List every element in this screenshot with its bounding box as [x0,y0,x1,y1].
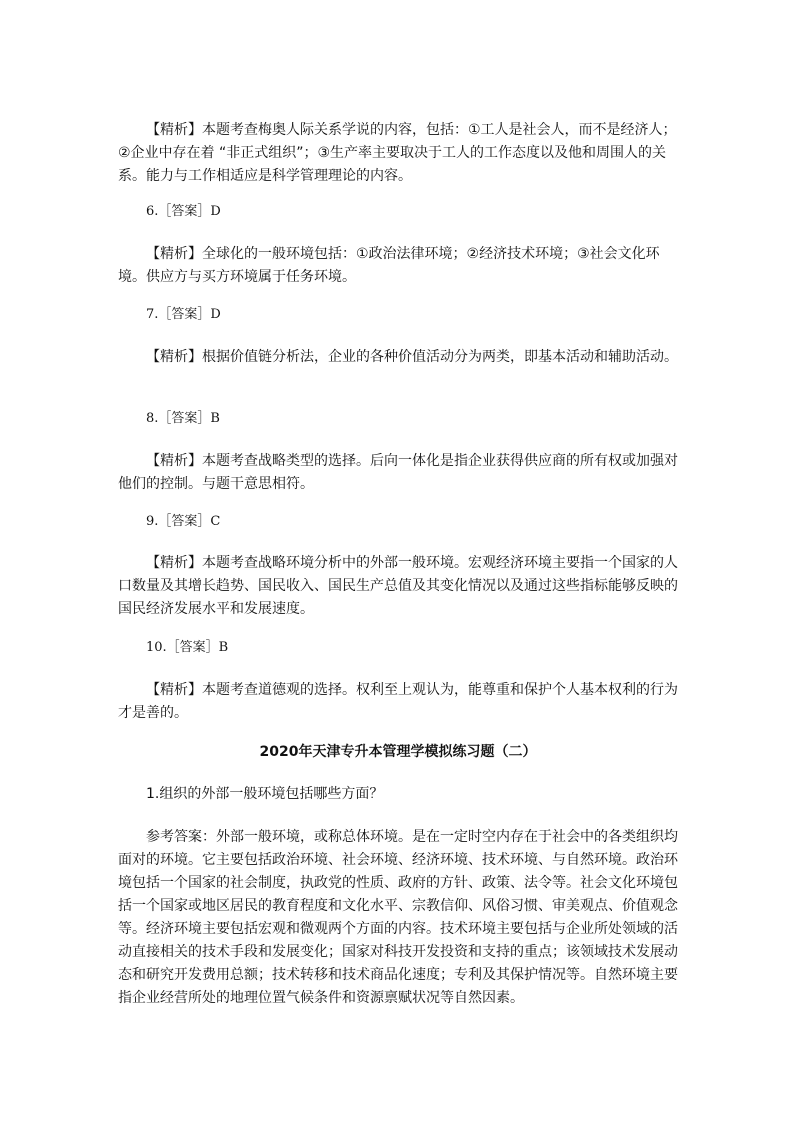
section-heading: 2020年天津专升本管理学模拟练习题（二） [259,744,537,760]
reference-answer-paragraph: 参考答案：外部一般环境，或称总体环境。是在一定时空内存在于社会中的各类组织均面对的环境。它主要包括政治环境、社会环境、经济环境、技术环境、与自然环境。政治环境包括一个国家的社会制度，执政党的性质、政府的方针、政策、法令等。社会文化环境包括一个国家或地区居民的教育程度和文化水平、宗教信仰、风俗习惯、审美观点、价值观念等。经济环境主要包括宏观和微观两个方面的内容。技术环境主要包括与企业所处领域的活动直接相关的技术手段和发展变化；国家对科技开发投资和支持的重点；该领域技术发展动态和研究开发费用总额；技术转移和技术商品化速度；专利及其保护情况等。自然环境主要指企业经营所处的地理位置气候条件和资源禀赋状况等自然因素。 [118,829,678,1006]
analysis-paragraph: 【精析】本题考查战略环境分析中的外部一般环境。宏观经济环境主要指一个国家的人口数量及其增长趋势、国民收入、国民生产总值及其变化情况以及通过这些指标能够反映的国民经济发展水平和发展速度。 [118,555,678,617]
answer-line: 8.［答案］B [146,411,220,426]
analysis-paragraph: 【精析】全球化的一般环境包括：①政治法律环境；②经济技术环境；③社会文化环境。供应方与买方环境属于任务环境。 [118,246,660,285]
analysis-paragraph: 【精析】本题考查战略类型的选择。后向一体化是指企业获得供应商的所有权或加强对他们的控制。与题干意思相符。 [118,453,678,492]
answer-line: 10.［答案］B [146,640,229,655]
question-line: 1.组织的外部一般环境包括哪些方面？ [146,786,384,802]
answer-line: 9.［答案］C [146,514,221,529]
answer-line: 7.［答案］D [146,307,221,322]
answer-line: 6.［答案］D [146,204,221,219]
analysis-paragraph: 【精析】本题考查梅奥人际关系学说的内容，包括：①工人是社会人，而不是经济人；②企业中存在着 “非正式组织”；③生产率主要取决于工人的工作态度以及他和周围人的关系。能力与工作相适应是科学管理理论的内容。 [118,122,677,184]
analysis-paragraph: 【精析】本题考查道德观的选择。权利至上观认为，能尊重和保护个人基本权利的行为才是善的。 [118,682,678,721]
analysis-paragraph: 【精析】根据价值链分析法，企业的各种价值活动分为两类，即基本活动和辅助活动。 [146,349,678,365]
